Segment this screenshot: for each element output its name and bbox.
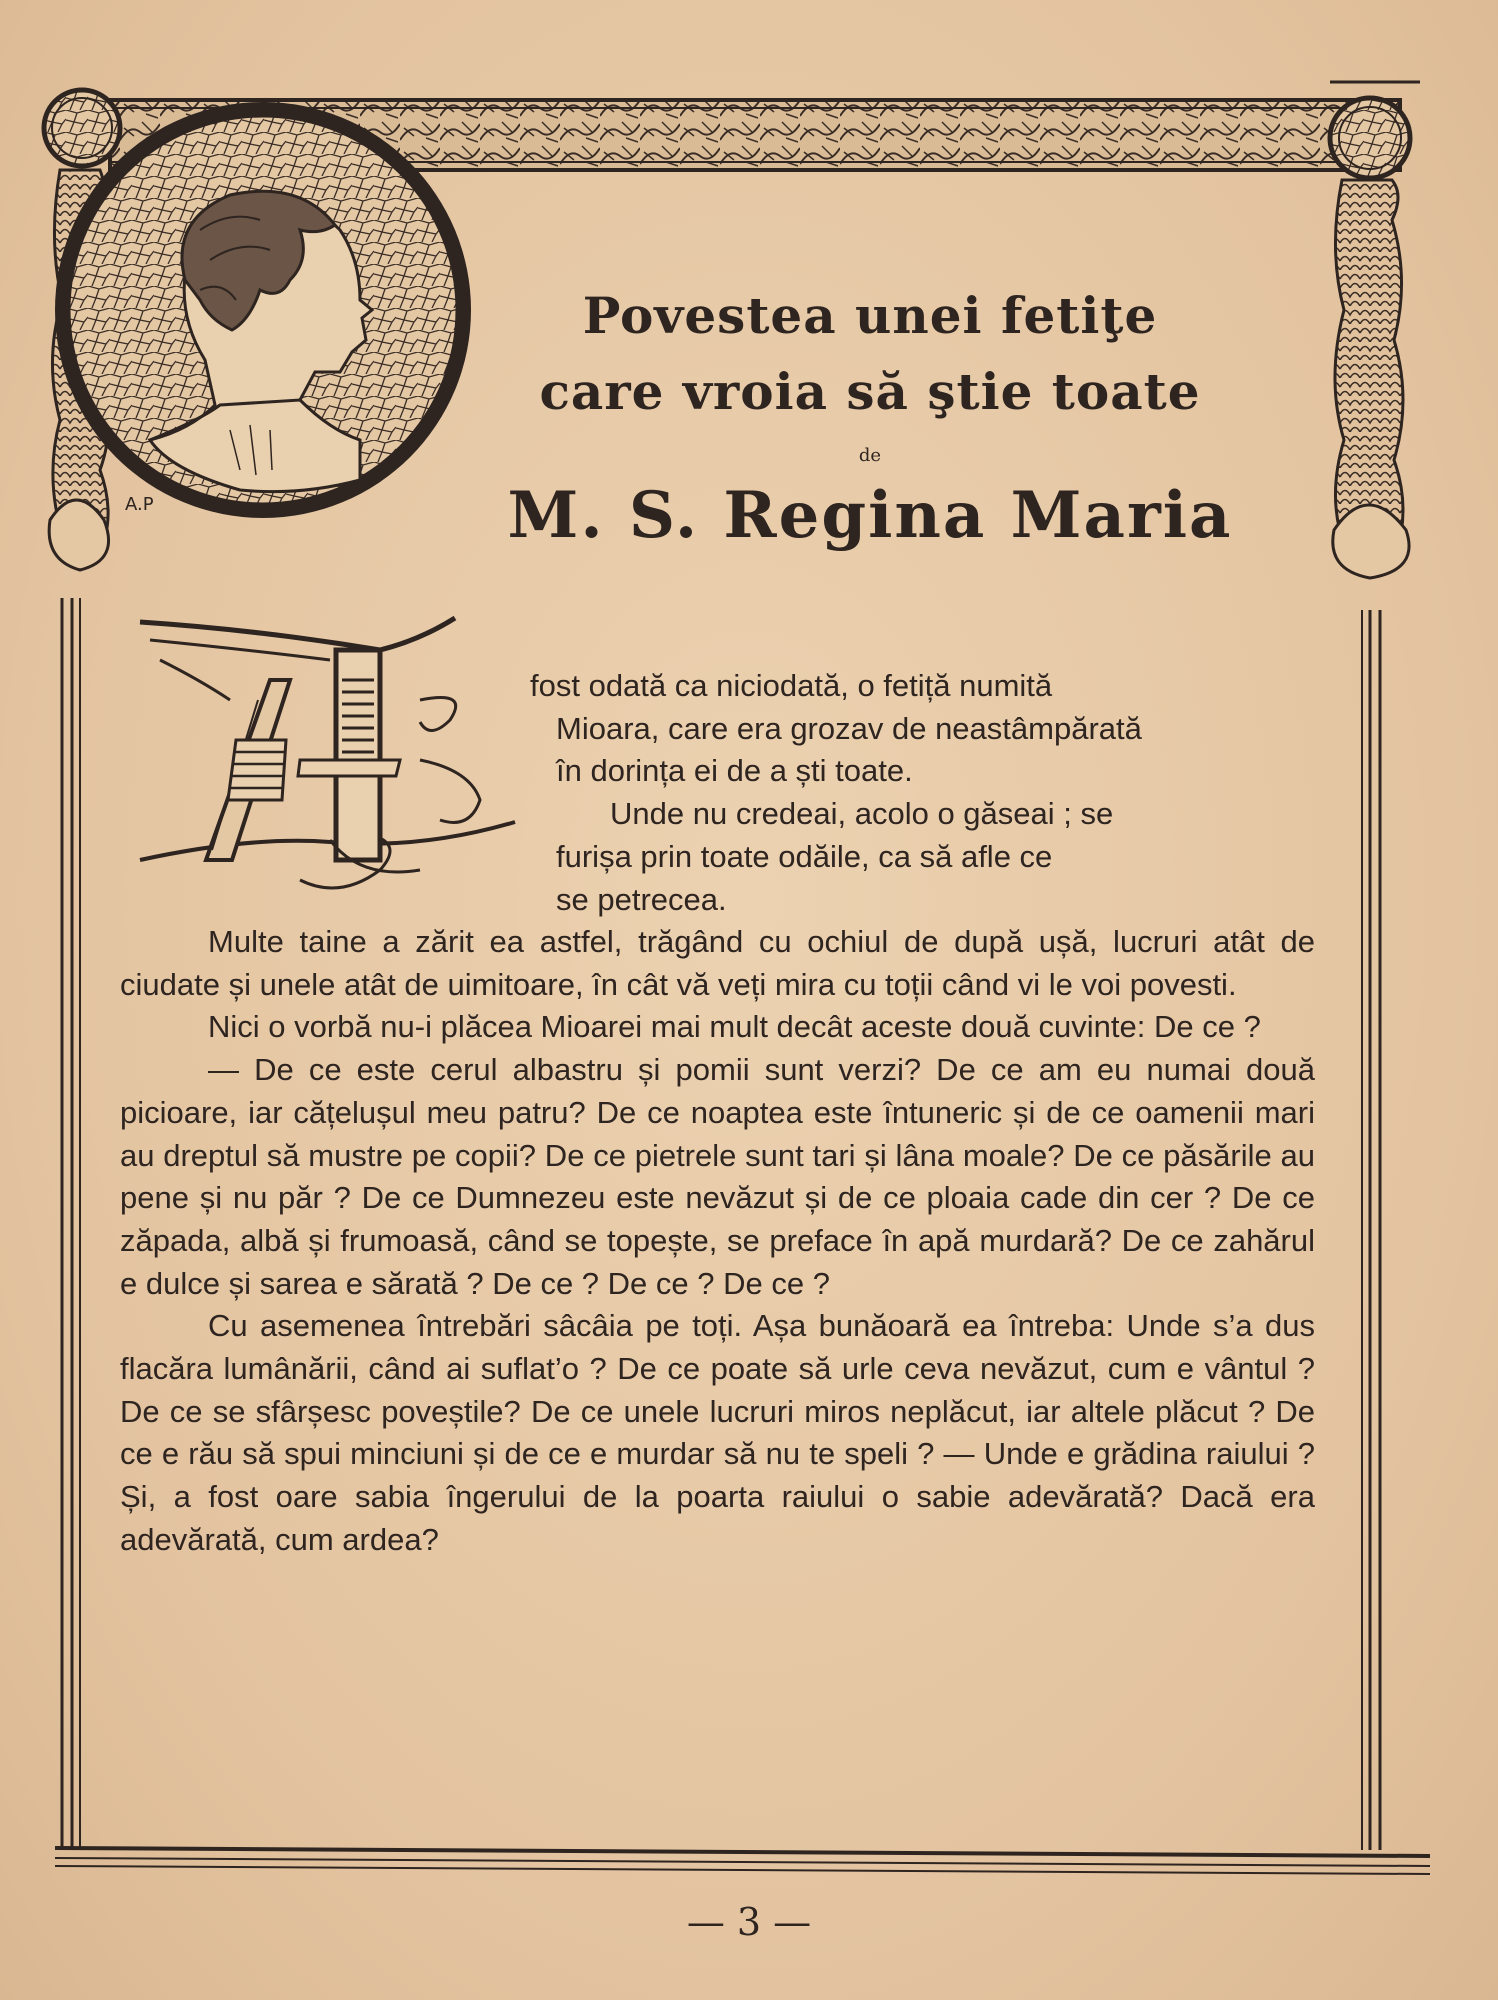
paragraph-1: Multe taine a zărit ea astfel, trăgând cu ochiul de după ușă, lucruri atât de ciudate și unele atât de uimitoare, în cât vă veți mira cu toții când vi le voi povesti. [120,924,1315,1002]
intro-line-4: Unde nu credeai, acolo o găseai ; se [610,796,1114,832]
story-body [120,921,1315,1562]
intro-line-3: în dorința ei de a ști toate. [556,753,913,789]
right-hanging-ornament [1333,180,1409,578]
intro-line-2: Mioara, care era grozav de neastâmpărată [556,710,1142,746]
intro-line-1: fost odată ca niciodată, o fetiță numită [530,668,1053,703]
paragraph-3: — De ce este cerul albastru și pomii sunt verzi? De ce am eu numai două picioare, iar cățelușul meu patru? De ce noaptea este întuneric și de ce oamenii mari au dreptul să mustre pe copii? De ce pietrele sunt tari și lâna moale? De ce păsările au pene și nu păr ? De ce Dumnezeu este nevăzut și de ce ploaia cade din cer ? De ce zăpada, albă și frumoasă, când se topește, se preface în apă murdară? De ce zahărul e dulce și sarea e sărată ? De ce ? De ce ? De ce ? [120,1052,1315,1301]
paragraph-4: Cu asemenea întrebări sâcâia pe toți. Așa bunăoară ea întreba: Unde s’a dus flacăra lumânării, când ai suflat’o ? De ce poate să urle ceva nevăzut, cum e vântul ? De ce se sfârșesc poveștile? De ce unele lucruri miros neplăcut, iar altele plăcut ? De ce e rău să spui minciuni și de ce e murdar să nu te speli ? — Unde e grădina raiului ? Și, a fost oare sabia îngerului de la poarta raiului o sabie adevărată? Dacă era adevărată, cum ardea? [120,1308,1315,1557]
bottom-rules [55,1848,1430,1874]
page-number: — 3 — [686,1900,812,1944]
drop-cap-ornament [140,618,515,888]
left-medallion [44,90,120,166]
intro-line-5: furișa prin toate odăile, ca să afle ce [556,838,1053,874]
intro-line-6: se petrecea. [556,881,727,917]
portrait-medallion [55,102,471,518]
illustrator-signature: A.P [125,494,154,515]
right-medallion [1330,98,1410,178]
author-name: M. S. Regina Maria [507,478,1233,553]
title-line-2: care vroia să ştie toate [539,362,1201,421]
paragraph-2: Nici o vorbă nu-i plăcea Mioarei mai mult decât aceste două cuvinte: De ce ? [208,1009,1261,1045]
title-line-1: Povestea unei fetiţe [582,286,1158,345]
intro-block [530,665,1315,921]
byline-de: de [858,445,882,466]
